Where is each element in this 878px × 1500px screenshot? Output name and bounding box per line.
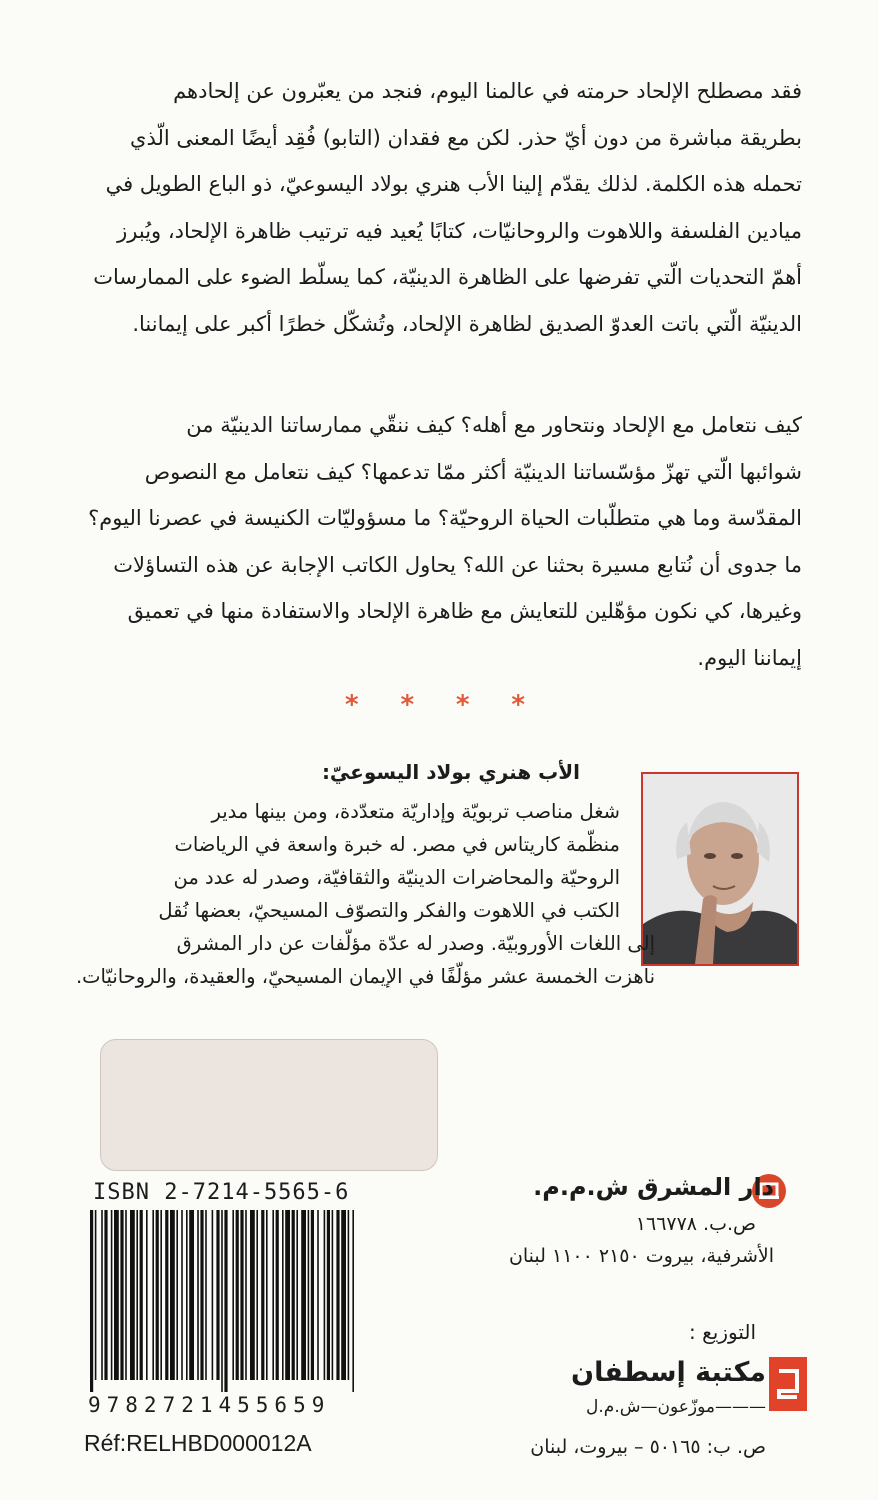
star-mark: * (511, 690, 525, 720)
barcode-bar (156, 1210, 159, 1380)
barcode-bar (336, 1210, 339, 1380)
barcode-bar (90, 1210, 93, 1392)
star-mark: * (345, 690, 359, 720)
barcode-bar (186, 1210, 188, 1380)
barcode-bar (311, 1210, 314, 1380)
publisher-address: الأشرفية، بيروت ٢١٥٠ ١١٠٠ لبنان (508, 1245, 774, 1267)
distribution-label: التوزيع : (689, 1320, 756, 1344)
paragraph-line: ما جدوى أن نُتابع مسيرة بحثنا عن الله؟ يحاول الكاتب الإجابة عن هذه التساؤلات (113, 552, 802, 577)
barcode-bar (212, 1210, 214, 1380)
paragraph-line: كيف نتعامل مع الإلحاد ونتحاور مع أهله؟ كيف ننقّي ممارساتنا الدينيّة من (186, 413, 802, 437)
barcode-bar (146, 1210, 148, 1380)
barcode-bar (236, 1210, 239, 1380)
barcode-digits: 9782721455659 (88, 1393, 331, 1417)
barcode-bar (125, 1210, 127, 1380)
barcode-bar (95, 1210, 97, 1380)
bio-line: ناهزت الخمسة عشر مؤلّفًا في الإيمان المسيحيّ، والعقيدة، والروحانيّات. (75, 965, 655, 988)
star-mark: * (400, 690, 415, 720)
barcode-bar (352, 1210, 354, 1392)
barcode-bar (324, 1210, 326, 1380)
barcode-bar (189, 1210, 194, 1380)
barcode-bar (256, 1210, 258, 1380)
paragraph-line: إيماننا اليوم. (697, 645, 802, 670)
paragraph-line: أهمّ التحديات الّتي تفرضها على الظاهرة الدينيّة، كما يسلّط الضوء على الممارسات (93, 265, 802, 290)
paragraph-line: ميادين الفلسفة واللاهوت والروحانيّات، كتابًا يُعيد فيه ترتيب ظاهرة الإلحاد، ويُبرز (117, 218, 802, 243)
barcode-bar (327, 1210, 330, 1380)
barcode-bar (221, 1210, 223, 1392)
bio-line: منظّمة كاريتاس في مصر. له خبرة واسعة في الرياضات (174, 833, 620, 856)
bio-line: شغل مناصب تربويّة وإداريّة متعدّدة، ومن بينها مدير (211, 800, 620, 823)
star-mark: * (455, 690, 470, 720)
barcode-bar (160, 1210, 162, 1380)
barcode-bar (216, 1210, 219, 1380)
barcode-bar (232, 1210, 234, 1380)
distributor-subtitle: ———موزّعون—ش.م.ل (586, 1397, 766, 1417)
description-paragraph-2 (80, 402, 802, 682)
bio-line: إلى اللغات الأوروبيّة. وصدر له عدّة مؤلّفات عن دار المشرق (176, 932, 655, 955)
publisher-name: دار المشرق ش.م.م. (533, 1173, 774, 1201)
price-sticker (100, 1039, 438, 1171)
barcode-bar (130, 1210, 135, 1380)
paragraph-line: فقد مصطلح الإلحاد حرمته في عالمنا اليوم، فنجد من يعبّرون عن إلحادهم (173, 79, 802, 103)
barcode-bar (140, 1210, 143, 1380)
barcode-bar (292, 1210, 295, 1380)
barcode-bar (261, 1210, 264, 1380)
section-separator (345, 690, 525, 720)
author-name: الأب هنري بولاد اليسوعيّ: (321, 760, 580, 784)
barcode-bar (101, 1210, 103, 1380)
barcode-bar (224, 1210, 227, 1392)
paragraph-line: شوائبها الّتي تهزّ مؤسّساتنا الدينيّة أكثر ممّا تدعمها؟ كيف نتعامل مع النصوص (144, 459, 802, 484)
barcode-bar (332, 1210, 334, 1380)
barcode-bar (200, 1210, 203, 1380)
author-bio (75, 795, 655, 993)
barcode-bar (120, 1210, 123, 1380)
paragraph-line: تحمله هذه الكلمة. لذلك يقدّم إلينا الأب هنري بولاد اليسوعيّ، ذو الباع الطويل في (105, 172, 802, 197)
publisher-po-box: ص.ب. ١٦٦٧٧٨ (635, 1213, 756, 1235)
barcode-bar (165, 1210, 168, 1380)
barcode-bar (181, 1210, 183, 1380)
barcode-bar (205, 1210, 207, 1380)
barcode-bar (348, 1210, 350, 1380)
barcode-bar (170, 1210, 175, 1380)
barcode-bar (266, 1210, 268, 1380)
barcode-bar (250, 1210, 255, 1380)
reference-code: Réf:RELHBD000012A (84, 1430, 312, 1456)
barcode-bar (341, 1210, 346, 1380)
barcode-bar (245, 1210, 247, 1380)
barcode-bar (317, 1210, 319, 1380)
isbn-label: ISBN 2-7214-5565-6 (93, 1180, 350, 1205)
distributor-name: مكتبة إسطفان (571, 1357, 766, 1388)
paragraph-line: وغيرها، كي نكون مؤهّلين للتعايش مع ظاهرة الإلحاد والاستفادة منها في تعميق (127, 599, 802, 624)
barcode-bar (301, 1210, 306, 1380)
barcode-bar (276, 1210, 279, 1380)
paragraph-line: بطريقة مباشرة من دون أيّ حذر. لكن مع فقدان (التابو) فُقِد أيضًا المعنى الّذي (130, 125, 802, 150)
bio-line: الروحيّة والمحاضرات الدينيّة والثقافيّة، وصدر له عدد من (173, 866, 620, 889)
barcode-bar (296, 1210, 298, 1380)
bio-line: الكتب في اللاهوت والفكر والتصوّف المسيحيّ، بعضها نُقل (158, 899, 620, 922)
barcode-bar (114, 1210, 119, 1380)
paragraph-line: المقدّسة وما هي متطلّبات الحياة الروحيّة؟ ما مسؤوليّات الكنيسة في عصرنا اليوم؟ (88, 506, 802, 531)
barcode-bar (308, 1210, 310, 1380)
barcode-bar (240, 1210, 243, 1380)
barcode-bar (282, 1210, 284, 1380)
description-paragraph-1 (80, 68, 802, 348)
barcode-bar (152, 1210, 154, 1380)
barcode-bar (285, 1210, 290, 1380)
barcode-bar (104, 1210, 107, 1380)
barcode-bar (272, 1210, 274, 1380)
barcode (88, 1210, 360, 1392)
author-photo (641, 772, 799, 966)
paragraph-line: الدينيّة الّتي باتت العدوّ الصديق لظاهرة الإلحاد، وتُشكّل خطرًا أكبر على إيماننا. (132, 311, 802, 336)
barcode-bar (136, 1210, 138, 1380)
barcode-bar (176, 1210, 178, 1380)
barcode-bar (111, 1210, 113, 1380)
distributor-logo-icon (769, 1357, 807, 1411)
distributor-address: ص. ب: ٥٠١٦٥ – بيروت، لبنان (530, 1436, 766, 1458)
barcode-bar (197, 1210, 199, 1380)
